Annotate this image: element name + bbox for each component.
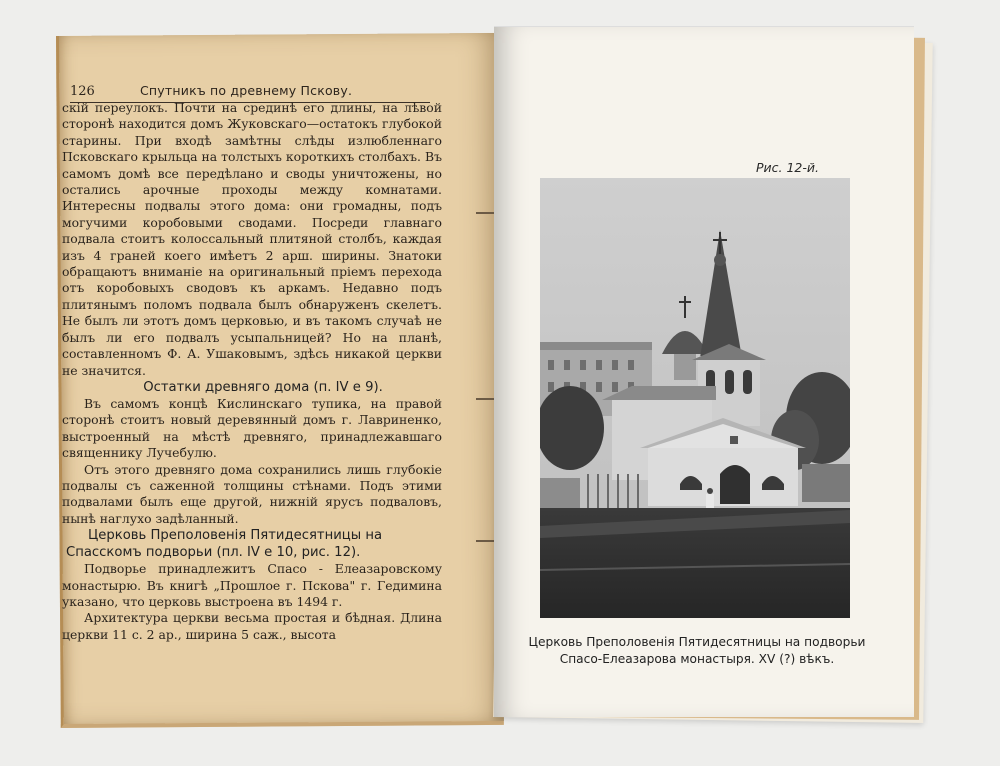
page-number: 126 <box>70 84 95 99</box>
church-photograph <box>540 178 850 618</box>
paragraph-2: Въ самомъ концѣ Кислинскаго тупика, на правой сторонѣ стоитъ новый деревянный домъ г. Лавриненко, выстроенный на мѣстѣ древняго, принадлежавшаго священнику Лучебулю. <box>62 395 442 461</box>
paragraph-4: Подворье принадлежитъ Спасо - Елеазаровскому монастырю. Въ книгѣ „Прошлое г. Пскова" г. Гедимина указано, что церковь выстроена въ 1494 г. <box>62 561 442 609</box>
section-heading-old-house: Остатки древняго дома (п. IV e 9). <box>143 379 383 395</box>
section-heading-church: Церковь Преполовенія Пятидесятницы на Спасскомъ подворьи (пл. IV e 10, рис. 12). <box>66 528 383 561</box>
figure-caption: Церковь Преполовенія Пятидесятницы на подворьи Спасо-Елеазарова монастыря. XV (?) вѣкъ. <box>528 635 866 666</box>
running-title: Спутникъ по древнему Пскову. <box>140 83 353 98</box>
church-photo-image <box>540 178 850 618</box>
paragraph-1: скій переулокъ. Почти на срединѣ его длины, на лѣвой сторонѣ находится домъ Жуковскаго—остатокъ глубокой старины. При входѣ замѣтны слѣды излюбленнаго Псковскаго крыльца на толстыхъ короткихъ столбахъ. Въ самомъ домѣ все передѣлано и своды уничтожены, но остались арочные проходы между комнатами. Интересны подвалы этого дома: они громадны, подъ могучими коробовыми сводами. Посреди главнаго подвала стоитъ колоссальный плитяной столбъ, каждая изъ 4 граней коего имѣетъ 2 арш. ширины. Знатоки обращаютъ вниманіе на оригинальный пріемъ перехода отъ коробовыхъ сводовъ къ аркамъ. Недавно подъ плитянымъ поломъ подвала былъ обнаруженъ скелетъ. Не былъ ли этотъ домъ церковью, и въ такомъ случаѣ не былъ ли его подвалъ усыпальницей? Но на планѣ, составленномъ Ф. А. Ушаковымъ, здѣсь никакой церкви не значится. <box>62 100 442 378</box>
left-page-text <box>62 100 442 643</box>
figure-label: Рис. 12-й. <box>756 160 819 175</box>
paragraph-3: Отъ этого древняго дома сохранились лишь глубокіе подвалы съ саженной толщины стѣнами. Подъ этими подвалами былъ еще другой, нижній ярусъ подваловъ, нынѣ наглухо задѣланный. <box>62 461 442 526</box>
paragraph-5: Архитектура церкви весьма простая и бѣдная. Длина церкви 11 с. 2 ар., ширина 5 саж., высота <box>62 610 442 642</box>
